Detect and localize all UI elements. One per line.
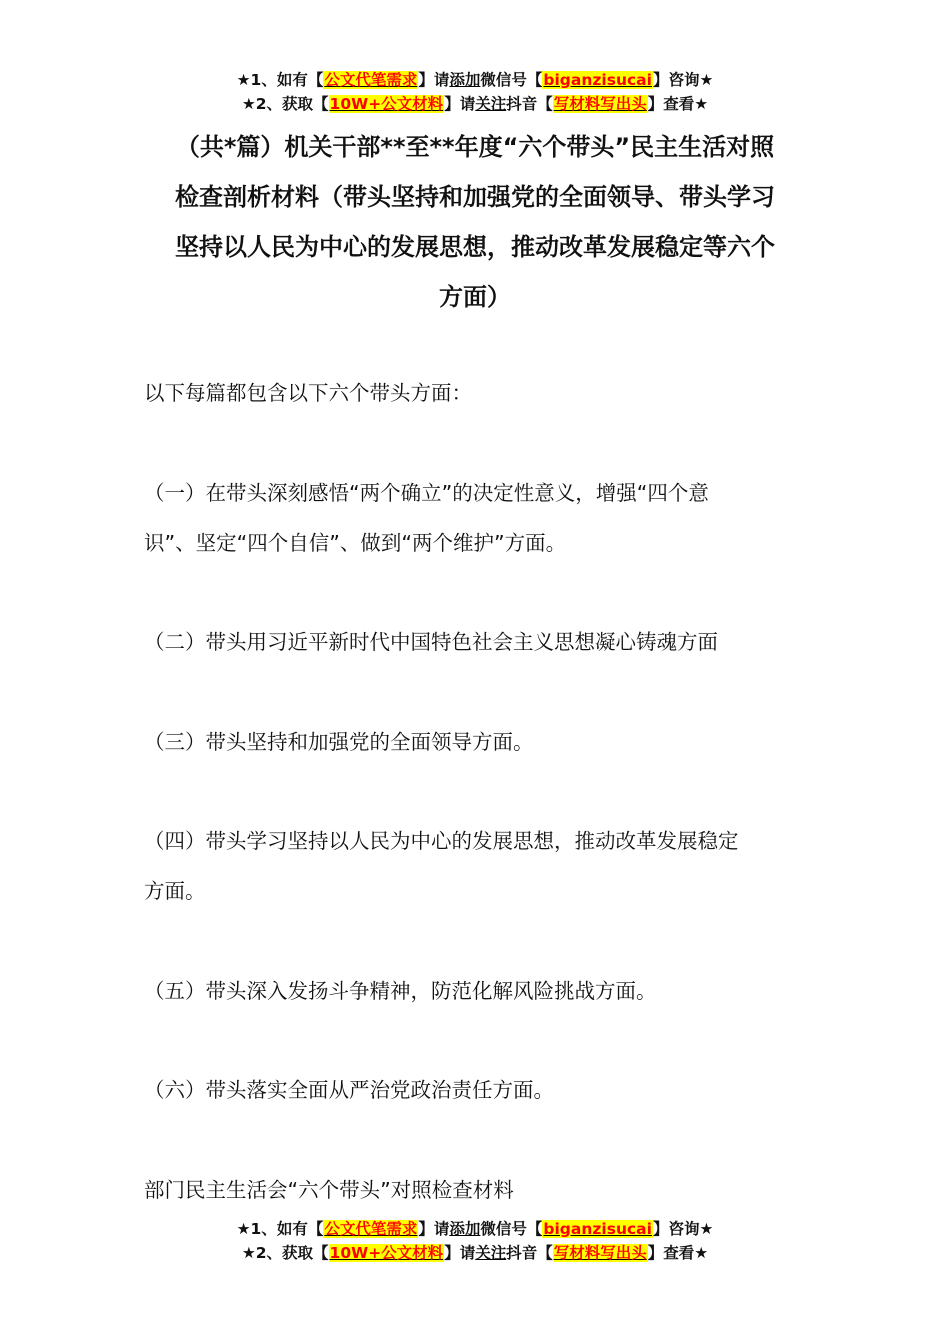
document-title xyxy=(140,122,810,322)
banner-text: 抖音【 xyxy=(506,95,553,113)
banner-text: 】请 xyxy=(444,95,476,113)
paragraph-line: （三）带头坚持和加强党的全面领导方面。 xyxy=(144,730,534,754)
title-line: 检查剖析材料（带头坚持和加强党的全面领导、带头学习 xyxy=(175,183,775,211)
banner-underline-add: 添加 xyxy=(449,71,481,89)
banner-text: ★1、如有【 xyxy=(236,71,324,89)
paragraph-line: （二）带头用习近平新时代中国特色社会主义思想凝心铸魂方面 xyxy=(144,630,718,654)
paragraph-line: 方面。 xyxy=(144,879,206,903)
banner-highlight-douyin-account: 写材料写出头 xyxy=(553,95,647,113)
banner-text: 微信号【 xyxy=(480,71,543,89)
banner-text: 】请 xyxy=(418,1220,450,1238)
top-banner xyxy=(0,68,950,116)
banner-text: 】查看★ xyxy=(647,1244,709,1262)
banner-underline-follow: 关注 xyxy=(475,1244,507,1262)
intro-paragraph xyxy=(144,368,809,418)
paragraph-line: （六）带头落实全面从严治党政治责任方面。 xyxy=(144,1078,554,1102)
banner-text: ★2、获取【 xyxy=(241,95,329,113)
banner-highlight-wechat-id: biganzisucai xyxy=(543,1220,652,1238)
bottom-banner xyxy=(0,1217,950,1265)
title-line: 坚持以人民为中心的发展思想，推动改革发展稳定等六个 xyxy=(175,233,775,261)
banner-text: 】咨询★ xyxy=(652,1220,714,1238)
title-line: 方面） xyxy=(439,283,511,311)
paragraph-line: 部门民主生活会“六个带头”对照检查材料 xyxy=(144,1178,514,1202)
banner-highlight-service: 公文代笔需求 xyxy=(324,1220,418,1238)
item-4-paragraph xyxy=(144,816,809,916)
section-heading xyxy=(144,1165,809,1215)
item-1-paragraph xyxy=(144,468,809,568)
item-2-paragraph xyxy=(144,617,809,667)
banner-highlight-service: 公文代笔需求 xyxy=(324,71,418,89)
banner-line-2 xyxy=(0,1241,950,1265)
banner-underline-add: 添加 xyxy=(449,1220,481,1238)
banner-text: 抖音【 xyxy=(506,1244,553,1262)
banner-highlight-materials: 10W+公文材料 xyxy=(329,1244,444,1262)
paragraph-line: 识”、坚定“四个自信”、做到“两个维护”方面。 xyxy=(144,531,567,555)
banner-text: ★1、如有【 xyxy=(236,1220,324,1238)
paragraph-line: 以下每篇都包含以下六个带头方面： xyxy=(144,381,472,405)
paragraph-line: （五）带头深入发扬斗争精神，防范化解风险挑战方面。 xyxy=(144,979,657,1003)
item-5-paragraph xyxy=(144,966,809,1016)
banner-underline-follow: 关注 xyxy=(475,95,507,113)
banner-highlight-wechat-id: biganzisucai xyxy=(543,71,652,89)
banner-text: 】咨询★ xyxy=(652,71,714,89)
banner-highlight-materials: 10W+公文材料 xyxy=(329,95,444,113)
banner-text: 】请 xyxy=(444,1244,476,1262)
paragraph-line: （一）在带头深刻感悟“两个确立”的决定性意义，增强“四个意 xyxy=(144,481,709,505)
item-6-paragraph xyxy=(144,1065,809,1115)
banner-highlight-douyin-account: 写材料写出头 xyxy=(553,1244,647,1262)
banner-line-1 xyxy=(0,68,950,92)
banner-line-1 xyxy=(0,1217,950,1241)
title-line: （共*篇）机关干部**至**年度“六个带头”民主生活对照 xyxy=(175,133,775,161)
banner-text: 】查看★ xyxy=(647,95,709,113)
banner-text: ★2、获取【 xyxy=(241,1244,329,1262)
banner-text: 微信号【 xyxy=(480,1220,543,1238)
banner-line-2 xyxy=(0,92,950,116)
paragraph-line: （四）带头学习坚持以人民为中心的发展思想，推动改革发展稳定 xyxy=(144,829,739,853)
banner-text: 】请 xyxy=(418,71,450,89)
item-3-paragraph xyxy=(144,717,809,767)
